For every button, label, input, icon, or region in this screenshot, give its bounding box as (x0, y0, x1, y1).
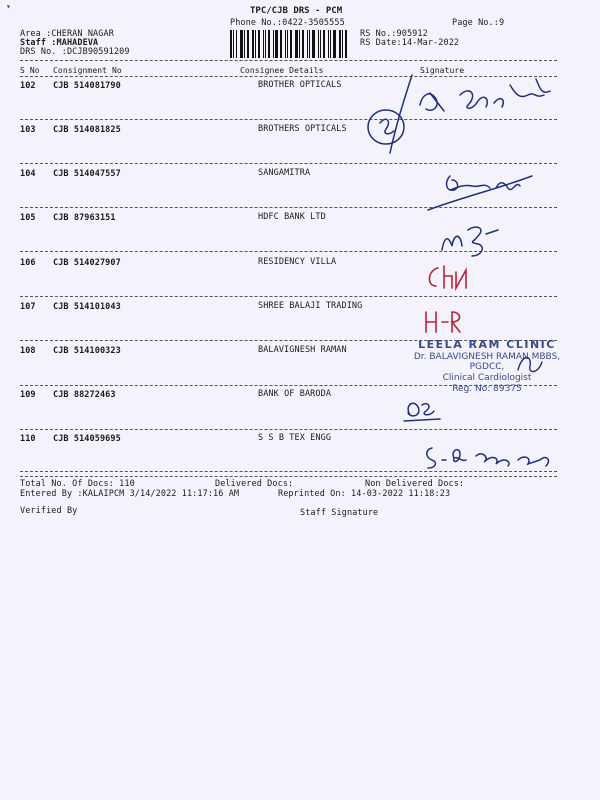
barcode-bar (299, 30, 300, 58)
column-header-sno: S No (20, 66, 40, 75)
row-consignment: CJB 514100323 (53, 346, 121, 356)
entered-by: Entered By :KALAIPCM 3/14/2022 11:17:16 AM (20, 489, 240, 499)
barcode (230, 30, 350, 58)
barcode-bar (252, 30, 254, 58)
column-header-consignee: Consignee Details (240, 66, 324, 75)
row-sno: 109 (20, 390, 36, 400)
row-sno: 102 (20, 81, 36, 91)
barcode-bar (268, 30, 270, 58)
row-consignee: HDFC BANK LTD (258, 212, 326, 222)
barcode-bar (290, 30, 292, 58)
signature-scribble (420, 168, 570, 218)
barcode-bar (244, 30, 245, 58)
barcode-bar (273, 30, 274, 58)
staff-field: Staff :MAHADEVA (20, 38, 99, 48)
row-sno: 107 (20, 302, 36, 312)
reprinted-on: Reprinted On: 14-03-2022 11:18:23 (278, 489, 451, 499)
row-consignment: CJB 514101043 (53, 302, 121, 312)
barcode-bar (247, 30, 249, 58)
page-number: Page No.:9 (452, 18, 505, 28)
non-delivered-docs: Non Delivered Docs: (365, 479, 465, 489)
stamp-doctor-name: Dr. BALAVIGNESH RAMAN MBBS, PGDCC, (413, 352, 561, 372)
row-sno: 103 (20, 125, 36, 135)
rs-date: RS Date:14-Mar-2022 (360, 38, 460, 48)
signature-scribble (422, 262, 472, 292)
total-docs: Total No. Of Docs: 110 (20, 479, 135, 489)
row-consignee: SANGAMITRA (258, 168, 311, 178)
barcode-bar (265, 30, 266, 58)
barcode-bar (236, 30, 237, 58)
phone-number: Phone No.:0422-3505555 (230, 18, 345, 28)
signature-scribble (420, 440, 560, 475)
signature-scribble (438, 220, 508, 260)
row-sno: 104 (20, 169, 36, 179)
row-sno: 106 (20, 258, 36, 268)
signature-scribble (512, 350, 552, 380)
row-consignment: CJB 514081790 (53, 81, 121, 91)
drs-number: DRS No. :DCJB90591209 (20, 47, 130, 57)
barcode-bar (255, 30, 256, 58)
row-sno: 108 (20, 346, 36, 356)
signature-scribble (420, 306, 465, 336)
column-header-signature: Signature (420, 66, 465, 75)
row-consignment: CJB 514081825 (53, 125, 121, 135)
row-consignee: BALAVIGNESH RAMAN (258, 345, 347, 355)
barcode-bar (230, 30, 232, 58)
row-consignee: BANK OF BARODA (258, 389, 332, 399)
barcode-bar (328, 30, 329, 58)
barcode-bar (345, 30, 347, 58)
divider (20, 476, 557, 477)
barcode-bar (330, 30, 331, 58)
barcode-bar (263, 30, 264, 58)
barcode-bar (320, 30, 322, 58)
barcode-bar (318, 30, 319, 58)
barcode-bar (285, 30, 286, 58)
barcode-bar (323, 30, 325, 58)
barcode-bar (275, 30, 278, 58)
row-consignment: CJB 87963151 (53, 213, 116, 223)
scan-mark: ▾ (6, 2, 11, 11)
row-consignee: BROTHERS OPTICALS (258, 124, 347, 134)
column-header-consignment: Consignment No (53, 66, 122, 75)
verified-by: Verified By (20, 506, 78, 516)
row-consignment: CJB 514047557 (53, 169, 121, 179)
row-consignment: CJB 88272463 (53, 390, 116, 400)
signature-scribble (400, 395, 450, 425)
stamp-clinic-name: LEELA RAM CLINIC (418, 338, 556, 351)
barcode-bar (339, 30, 341, 58)
barcode-bar (333, 30, 336, 58)
row-consignment: CJB 514027907 (53, 258, 121, 268)
area-field: Area :CHERAN NAGAR (20, 29, 114, 39)
barcode-bar (287, 30, 288, 58)
row-consignee: BROTHER OPTICALS (258, 80, 342, 90)
barcode-bar (307, 30, 308, 58)
barcode-bar (280, 30, 282, 58)
row-sno: 105 (20, 213, 36, 223)
document-title: TPC/CJB DRS - PCM (250, 6, 343, 16)
signature-scribble (360, 105, 420, 150)
row-consignee: RESIDENCY VILLA (258, 257, 337, 267)
barcode-bar (342, 30, 343, 58)
barcode-bar (258, 30, 261, 58)
stamp-reg-no: Reg. No: 89375 (452, 384, 522, 394)
barcode-bar (302, 30, 304, 58)
barcode-bar (312, 30, 315, 58)
row-divider (20, 296, 557, 297)
row-consignee: S S B TEX ENGG (258, 433, 332, 443)
row-consignee: SHREE BALAJI TRADING (258, 301, 363, 311)
stamp-designation: Clinical Cardiologist (442, 373, 532, 383)
row-divider (20, 429, 557, 430)
barcode-bar (233, 30, 234, 58)
barcode-bar (309, 30, 310, 58)
row-consignment: CJB 514059695 (53, 434, 121, 444)
row-sno: 110 (20, 434, 36, 444)
barcode-bar (295, 30, 298, 58)
barcode-bar (240, 30, 243, 58)
rs-number: RS No.:905912 (360, 29, 428, 39)
staff-signature: Staff Signature (300, 508, 379, 518)
divider (20, 60, 557, 61)
delivered-docs: Delivered Docs: (215, 479, 294, 489)
